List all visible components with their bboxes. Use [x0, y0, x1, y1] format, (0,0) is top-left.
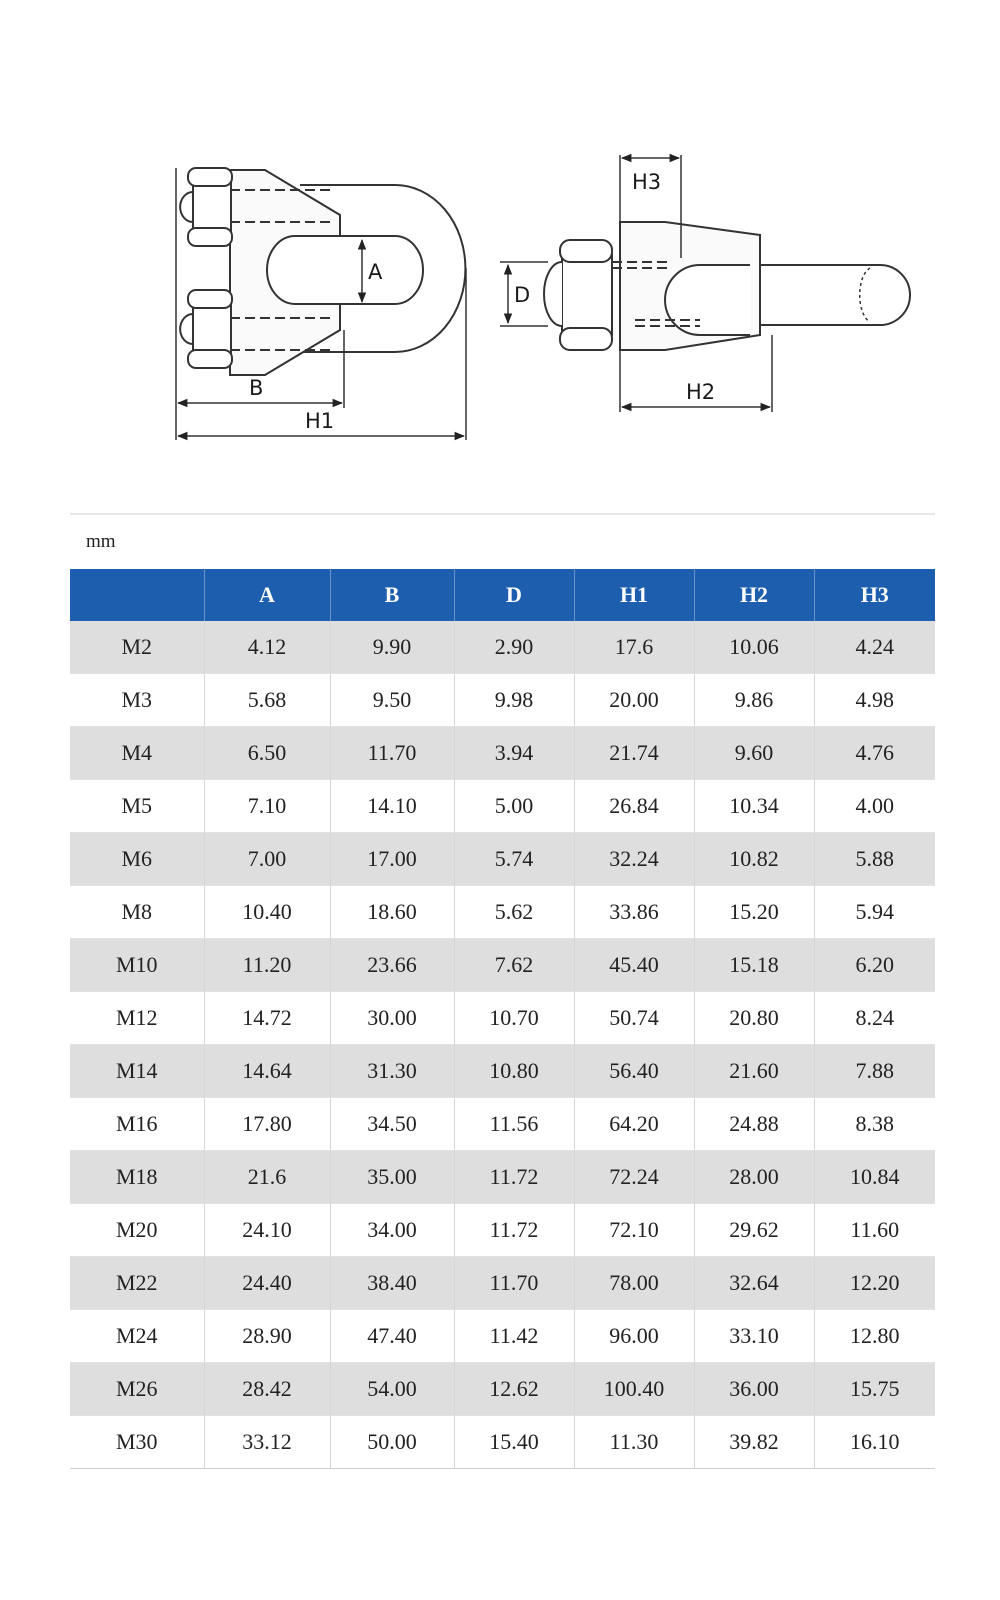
- table-row: [70, 727, 935, 780]
- value-cell: 3.94: [454, 727, 574, 780]
- table-row: [70, 1257, 935, 1310]
- value-cell: 21.74: [574, 727, 694, 780]
- value-cell: 64.20: [574, 1098, 694, 1151]
- value-cell: 47.40: [330, 1310, 454, 1363]
- value-cell: 23.66: [330, 939, 454, 992]
- size-cell: M18: [70, 1151, 204, 1204]
- label-B: B: [249, 376, 264, 400]
- unit-label: mm: [86, 531, 116, 552]
- value-cell: 36.00: [694, 1363, 814, 1416]
- header-cell-h1: H1: [574, 569, 694, 621]
- table-row: [70, 621, 935, 674]
- label-A: A: [368, 260, 383, 284]
- value-cell: 12.62: [454, 1363, 574, 1416]
- value-cell: 7.88: [814, 1045, 935, 1098]
- value-cell: 7.10: [204, 780, 330, 833]
- value-cell: 10.40: [204, 886, 330, 939]
- value-cell: 33.10: [694, 1310, 814, 1363]
- table-row: [70, 1204, 935, 1257]
- value-cell: 34.00: [330, 1204, 454, 1257]
- value-cell: 50.74: [574, 992, 694, 1045]
- table-row: [70, 939, 935, 992]
- value-cell: 18.60: [330, 886, 454, 939]
- value-cell: 11.70: [330, 727, 454, 780]
- value-cell: 33.86: [574, 886, 694, 939]
- value-cell: 10.82: [694, 833, 814, 886]
- value-cell: 24.10: [204, 1204, 330, 1257]
- size-cell: M5: [70, 780, 204, 833]
- size-cell: M22: [70, 1257, 204, 1310]
- value-cell: 15.18: [694, 939, 814, 992]
- table-row: [70, 1045, 935, 1098]
- value-cell: 8.38: [814, 1098, 935, 1151]
- table-row: [70, 674, 935, 727]
- value-cell: 8.24: [814, 992, 935, 1045]
- value-cell: 9.60: [694, 727, 814, 780]
- value-cell: 14.72: [204, 992, 330, 1045]
- value-cell: 9.90: [330, 621, 454, 674]
- header-row: [70, 569, 935, 621]
- value-cell: 28.90: [204, 1310, 330, 1363]
- size-cell: M16: [70, 1098, 204, 1151]
- size-cell: M8: [70, 886, 204, 939]
- value-cell: 32.24: [574, 833, 694, 886]
- value-cell: 11.70: [454, 1257, 574, 1310]
- size-cell: M14: [70, 1045, 204, 1098]
- value-cell: 28.00: [694, 1151, 814, 1204]
- value-cell: 29.62: [694, 1204, 814, 1257]
- value-cell: 20.80: [694, 992, 814, 1045]
- table-body: [70, 621, 935, 1469]
- value-cell: 17.00: [330, 833, 454, 886]
- size-cell: M20: [70, 1204, 204, 1257]
- value-cell: 11.20: [204, 939, 330, 992]
- header-cell-h2: H2: [694, 569, 814, 621]
- technical-drawing: [0, 0, 1000, 470]
- value-cell: 20.00: [574, 674, 694, 727]
- table-row: [70, 886, 935, 939]
- table-row: [70, 1098, 935, 1151]
- value-cell: 45.40: [574, 939, 694, 992]
- label-H1: H1: [305, 409, 335, 433]
- value-cell: 50.00: [330, 1416, 454, 1469]
- value-cell: 2.90: [454, 621, 574, 674]
- value-cell: 11.30: [574, 1416, 694, 1469]
- header-cell-size: [70, 569, 204, 621]
- table-row: [70, 992, 935, 1045]
- value-cell: 17.6: [574, 621, 694, 674]
- value-cell: 4.12: [204, 621, 330, 674]
- value-cell: 78.00: [574, 1257, 694, 1310]
- table-row: [70, 1416, 935, 1469]
- table-row: [70, 833, 935, 886]
- value-cell: 24.40: [204, 1257, 330, 1310]
- value-cell: 28.42: [204, 1363, 330, 1416]
- value-cell: 5.68: [204, 674, 330, 727]
- value-cell: 72.24: [574, 1151, 694, 1204]
- dimension-table: [70, 569, 935, 1469]
- label-H2: H2: [686, 380, 716, 404]
- value-cell: 5.62: [454, 886, 574, 939]
- value-cell: 5.74: [454, 833, 574, 886]
- value-cell: 54.00: [330, 1363, 454, 1416]
- value-cell: 5.94: [814, 886, 935, 939]
- front-view: [176, 168, 466, 440]
- value-cell: 9.50: [330, 674, 454, 727]
- value-cell: 7.00: [204, 833, 330, 886]
- wire-clip-diagram: [0, 0, 1000, 470]
- value-cell: 12.20: [814, 1257, 935, 1310]
- value-cell: 14.10: [330, 780, 454, 833]
- size-cell: M10: [70, 939, 204, 992]
- header-cell-b: B: [330, 569, 454, 621]
- value-cell: 24.88: [694, 1098, 814, 1151]
- value-cell: 11.72: [454, 1204, 574, 1257]
- size-cell: M26: [70, 1363, 204, 1416]
- value-cell: 5.00: [454, 780, 574, 833]
- size-cell: M4: [70, 727, 204, 780]
- size-cell: M3: [70, 674, 204, 727]
- table-row: [70, 1310, 935, 1363]
- value-cell: 16.10: [814, 1416, 935, 1469]
- value-cell: 31.30: [330, 1045, 454, 1098]
- size-cell: M2: [70, 621, 204, 674]
- value-cell: 39.82: [694, 1416, 814, 1469]
- value-cell: 11.72: [454, 1151, 574, 1204]
- value-cell: 11.56: [454, 1098, 574, 1151]
- value-cell: 72.10: [574, 1204, 694, 1257]
- value-cell: 12.80: [814, 1310, 935, 1363]
- value-cell: 14.64: [204, 1045, 330, 1098]
- value-cell: 5.88: [814, 833, 935, 886]
- value-cell: 10.80: [454, 1045, 574, 1098]
- header-cell-d: D: [454, 569, 574, 621]
- header-cell-a: A: [204, 569, 330, 621]
- value-cell: 21.6: [204, 1151, 330, 1204]
- value-cell: 35.00: [330, 1151, 454, 1204]
- side-view: [500, 155, 910, 412]
- size-cell: M6: [70, 833, 204, 886]
- value-cell: 21.60: [694, 1045, 814, 1098]
- value-cell: 15.20: [694, 886, 814, 939]
- value-cell: 10.70: [454, 992, 574, 1045]
- value-cell: 56.40: [574, 1045, 694, 1098]
- label-D: D: [514, 283, 531, 307]
- value-cell: 4.00: [814, 780, 935, 833]
- value-cell: 100.40: [574, 1363, 694, 1416]
- value-cell: 38.40: [330, 1257, 454, 1310]
- value-cell: 30.00: [330, 992, 454, 1045]
- value-cell: 10.84: [814, 1151, 935, 1204]
- value-cell: 11.60: [814, 1204, 935, 1257]
- value-cell: 32.64: [694, 1257, 814, 1310]
- value-cell: 7.62: [454, 939, 574, 992]
- value-cell: 26.84: [574, 780, 694, 833]
- value-cell: 4.76: [814, 727, 935, 780]
- value-cell: 9.98: [454, 674, 574, 727]
- value-cell: 96.00: [574, 1310, 694, 1363]
- table-row: [70, 780, 935, 833]
- value-cell: 4.98: [814, 674, 935, 727]
- value-cell: 10.34: [694, 780, 814, 833]
- value-cell: 15.75: [814, 1363, 935, 1416]
- table-row: [70, 1151, 935, 1204]
- size-cell: M24: [70, 1310, 204, 1363]
- value-cell: 10.06: [694, 621, 814, 674]
- table-row: [70, 1363, 935, 1416]
- value-cell: 33.12: [204, 1416, 330, 1469]
- dimension-table-panel: [70, 513, 935, 1469]
- value-cell: 11.42: [454, 1310, 574, 1363]
- value-cell: 17.80: [204, 1098, 330, 1151]
- value-cell: 6.20: [814, 939, 935, 992]
- size-cell: M12: [70, 992, 204, 1045]
- value-cell: 15.40: [454, 1416, 574, 1469]
- size-cell: M30: [70, 1416, 204, 1469]
- value-cell: 4.24: [814, 621, 935, 674]
- value-cell: 6.50: [204, 727, 330, 780]
- value-cell: 9.86: [694, 674, 814, 727]
- value-cell: 34.50: [330, 1098, 454, 1151]
- header-cell-h3: H3: [814, 569, 935, 621]
- label-H3: H3: [632, 170, 662, 194]
